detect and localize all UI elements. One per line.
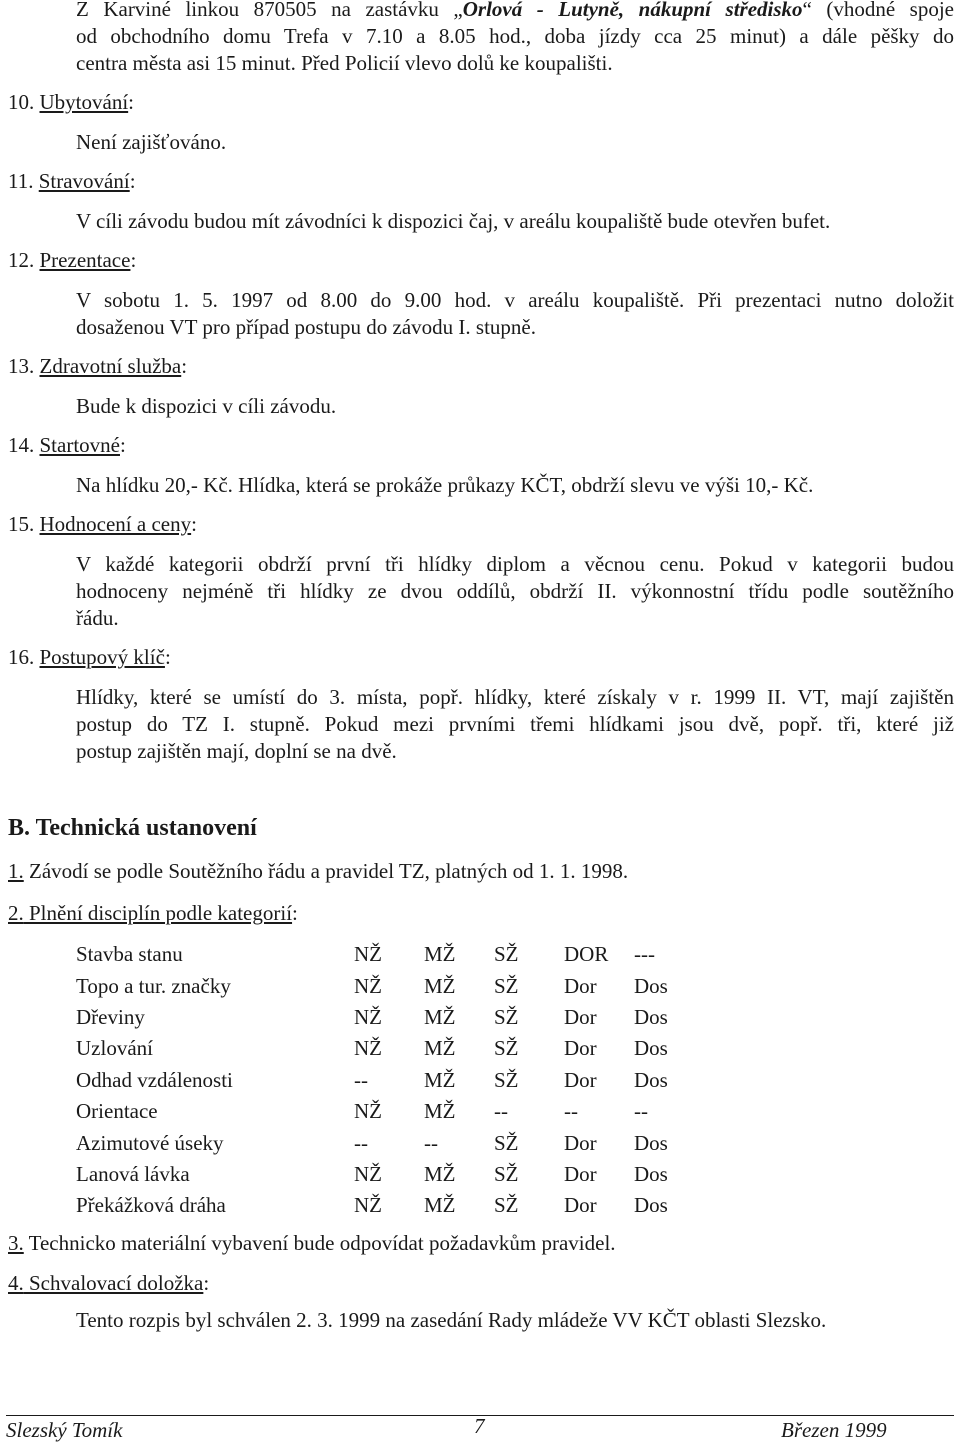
discipline-row [76, 1033, 694, 1064]
part-b-item-4: 4. Schvalovací doložka: [8, 1271, 210, 1295]
category-cell: -- [354, 1130, 368, 1155]
category-cell: SŽ [494, 973, 519, 998]
section-number: 10. [8, 90, 35, 114]
category-cell: MŽ [424, 1099, 456, 1124]
category-cell: Dos [634, 973, 668, 998]
section-heading-12: 12. Prezentace: [8, 248, 137, 272]
section-title: Ubytování [39, 90, 129, 114]
category-cell: SŽ [494, 1161, 519, 1186]
category-cell: Dos [634, 1161, 668, 1186]
section-body-10: Není zajišťováno. [76, 130, 227, 154]
section-heading-11: 11. Stravování: [8, 169, 136, 193]
category-cell: NŽ [354, 1193, 382, 1218]
category-cell: MŽ [424, 1004, 456, 1029]
section-heading-14: 14. Startovné: [8, 433, 126, 457]
discipline-row [76, 1002, 694, 1033]
item-number: 3. [8, 1231, 24, 1255]
section-number: 16. [8, 645, 35, 669]
category-cell: Dor [564, 1161, 597, 1186]
item-number: 4. [8, 1271, 24, 1295]
category-cell: Dos [634, 1067, 668, 1092]
section-body-11: V cíli závodu budou mít závodníci k dispozici čaj, v areálu koupaliště bude otevřen bufet. [76, 209, 831, 233]
discipline-row [76, 1065, 694, 1096]
category-cell: Dor [564, 1004, 597, 1029]
section-title: Stravování [38, 169, 130, 193]
category-cell: SŽ [494, 1067, 519, 1092]
discipline-name: Topo a tur. značky [76, 973, 231, 998]
discipline-row [76, 939, 694, 970]
section-body-15-line-2: hodnoceny nejméně tři hlídky ze dvou oddílů, obdrží II. výkonnostní třídu podle soutěžního [76, 579, 954, 603]
category-cell: Dor [564, 1193, 597, 1218]
item-number: 1. [8, 859, 24, 883]
discipline-row [76, 1190, 694, 1221]
footer-date: Březen 1999 [781, 1418, 887, 1442]
category-cell: Dos [634, 1193, 668, 1218]
footer-page-number: 7 [474, 1414, 485, 1438]
category-cell: SŽ [494, 942, 519, 967]
category-cell: NŽ [354, 1161, 382, 1186]
intro-line-1-a: Z Karviné linkou 870505 na zastávku „ [76, 0, 463, 21]
category-cell: Dos [634, 1036, 668, 1061]
item-text: Závodí se podle Soutěžního řádu a pravidel TZ, platných od 1. 1. 1998. [23, 859, 629, 883]
discipline-row [76, 1127, 694, 1158]
category-cell: Dos [634, 1130, 668, 1155]
discipline-name: Orientace [76, 1099, 158, 1124]
section-number: 11. [8, 169, 34, 193]
intro-line-1 [76, 0, 954, 23]
section-body-12-line-2: dosaženou VT pro případ postupu do závodu I. stupně. [76, 315, 536, 339]
discipline-row [76, 1159, 694, 1190]
category-cell: --- [634, 942, 655, 967]
category-cell: SŽ [494, 1004, 519, 1029]
section-body-14: Na hlídku 20,- Kč. Hlídka, která se prokáže průkazy KČT, obdrží slevu ve výši 10,- Kč. [76, 473, 814, 497]
category-cell: MŽ [424, 973, 456, 998]
part-b-item-1 [8, 858, 628, 885]
section-title: Hodnocení a ceny [39, 512, 192, 536]
section-body-16-line-3: postup zajištěn mají, doplní se na dvě. [76, 739, 397, 763]
discipline-name: Lanová lávka [76, 1161, 190, 1186]
discipline-name: Překážková dráha [76, 1193, 226, 1218]
section-title: Prezentace [39, 248, 131, 272]
discipline-name: Stavba stanu [76, 942, 183, 967]
section-number: 15. [8, 512, 35, 536]
category-cell: NŽ [354, 1004, 382, 1029]
discipline-row [76, 1096, 694, 1127]
category-cell: NŽ [354, 1036, 382, 1061]
part-b-item-2: 2. Plnění disciplín podle kategorií: [8, 901, 298, 925]
discipline-table [76, 939, 694, 1222]
discipline-name: Azimutové úseky [76, 1130, 224, 1155]
section-number: 12. [8, 248, 35, 272]
section-heading-16: 16. Postupový klíč: [8, 645, 171, 669]
category-cell: MŽ [424, 1036, 456, 1061]
section-heading-13: 13. Zdravotní služba: [8, 354, 188, 378]
category-cell: MŽ [424, 1161, 456, 1186]
category-cell: Dor [564, 1067, 597, 1092]
section-title: Startovné [39, 433, 120, 457]
category-cell: DOR [564, 942, 609, 967]
part-b-heading: B. Technická ustanovení [8, 815, 257, 841]
discipline-name: Dřeviny [76, 1004, 145, 1029]
item-number: 2. [8, 901, 24, 925]
category-cell: NŽ [354, 942, 382, 967]
category-cell: SŽ [494, 1193, 519, 1218]
category-cell: MŽ [424, 942, 456, 967]
section-heading-15: 15. Hodnocení a ceny: [8, 512, 197, 536]
discipline-name: Uzlování [76, 1036, 153, 1061]
bus-stop-name: Orlová - Lutyně, nákupní středisko [462, 0, 803, 21]
intro-line-2: od obchodního domu Trefa v 7.10 a 8.05 hod., doba jízdy cca 25 minut) a dále pěšky do [76, 24, 954, 48]
intro-line-3: centra města asi 15 minut. Před Policií vlevo dolů ke koupališti. [76, 51, 613, 75]
category-cell: NŽ [354, 973, 382, 998]
item-text: Technicko materiální vybavení bude odpovídat požadavkům pravidel. [23, 1231, 616, 1255]
category-cell: SŽ [494, 1036, 519, 1061]
section-heading-10: 10. Ubytování: [8, 90, 134, 114]
section-body-16-line-1: Hlídky, které se umístí do 3. místa, popř. hlídky, které získaly v r. 1999 II. VT, mají zajištěn [76, 685, 954, 709]
category-cell: Dor [564, 973, 597, 998]
category-cell: Dor [564, 1036, 597, 1061]
part-b-item-3 [8, 1230, 616, 1257]
section-body-15-line-1: V každé kategorii obdrží první tři hlídky diplom a věcnou cenu. Pokud v kategorii budou [76, 552, 954, 576]
section-body-12-line-1: V sobotu 1. 5. 1997 od 8.00 do 9.00 hod. v areálu koupaliště. Při prezentaci nutno doložit [76, 288, 954, 312]
section-number: 14. [8, 433, 35, 457]
category-cell: MŽ [424, 1067, 456, 1092]
category-cell: -- [634, 1099, 648, 1124]
category-cell: SŽ [494, 1130, 519, 1155]
section-body-16-line-2: postup do TZ I. stupně. Pokud mezi prvními třemi hlídkami jsou dvě, popř. tři, které již [76, 712, 954, 736]
category-cell: MŽ [424, 1193, 456, 1218]
section-title: Zdravotní služba [39, 354, 182, 378]
section-number: 13. [8, 354, 35, 378]
category-cell: NŽ [354, 1099, 382, 1124]
category-cell: Dor [564, 1130, 597, 1155]
section-body-15-line-3: řádu. [76, 606, 119, 630]
category-cell: -- [494, 1099, 508, 1124]
section-title: Postupový klíč [39, 645, 165, 669]
item-title: Plnění disciplín podle kategorií [23, 901, 293, 925]
category-cell: -- [354, 1067, 368, 1092]
item-title: Schvalovací doložka [23, 1271, 204, 1295]
footer-publication: Slezský Tomík [6, 1418, 123, 1442]
intro-line-1-c: “ (vhodné spoje [802, 0, 954, 21]
category-cell: -- [424, 1130, 438, 1155]
part-b-item-4-body: Tento rozpis byl schválen 2. 3. 1999 na zasedání Rady mládeže VV KČT oblasti Slezsko. [76, 1308, 827, 1332]
discipline-name: Odhad vzdálenosti [76, 1067, 233, 1092]
category-cell: -- [564, 1099, 578, 1124]
section-body-13: Bude k dispozici v cíli závodu. [76, 394, 337, 418]
category-cell: Dos [634, 1004, 668, 1029]
discipline-row [76, 970, 694, 1001]
